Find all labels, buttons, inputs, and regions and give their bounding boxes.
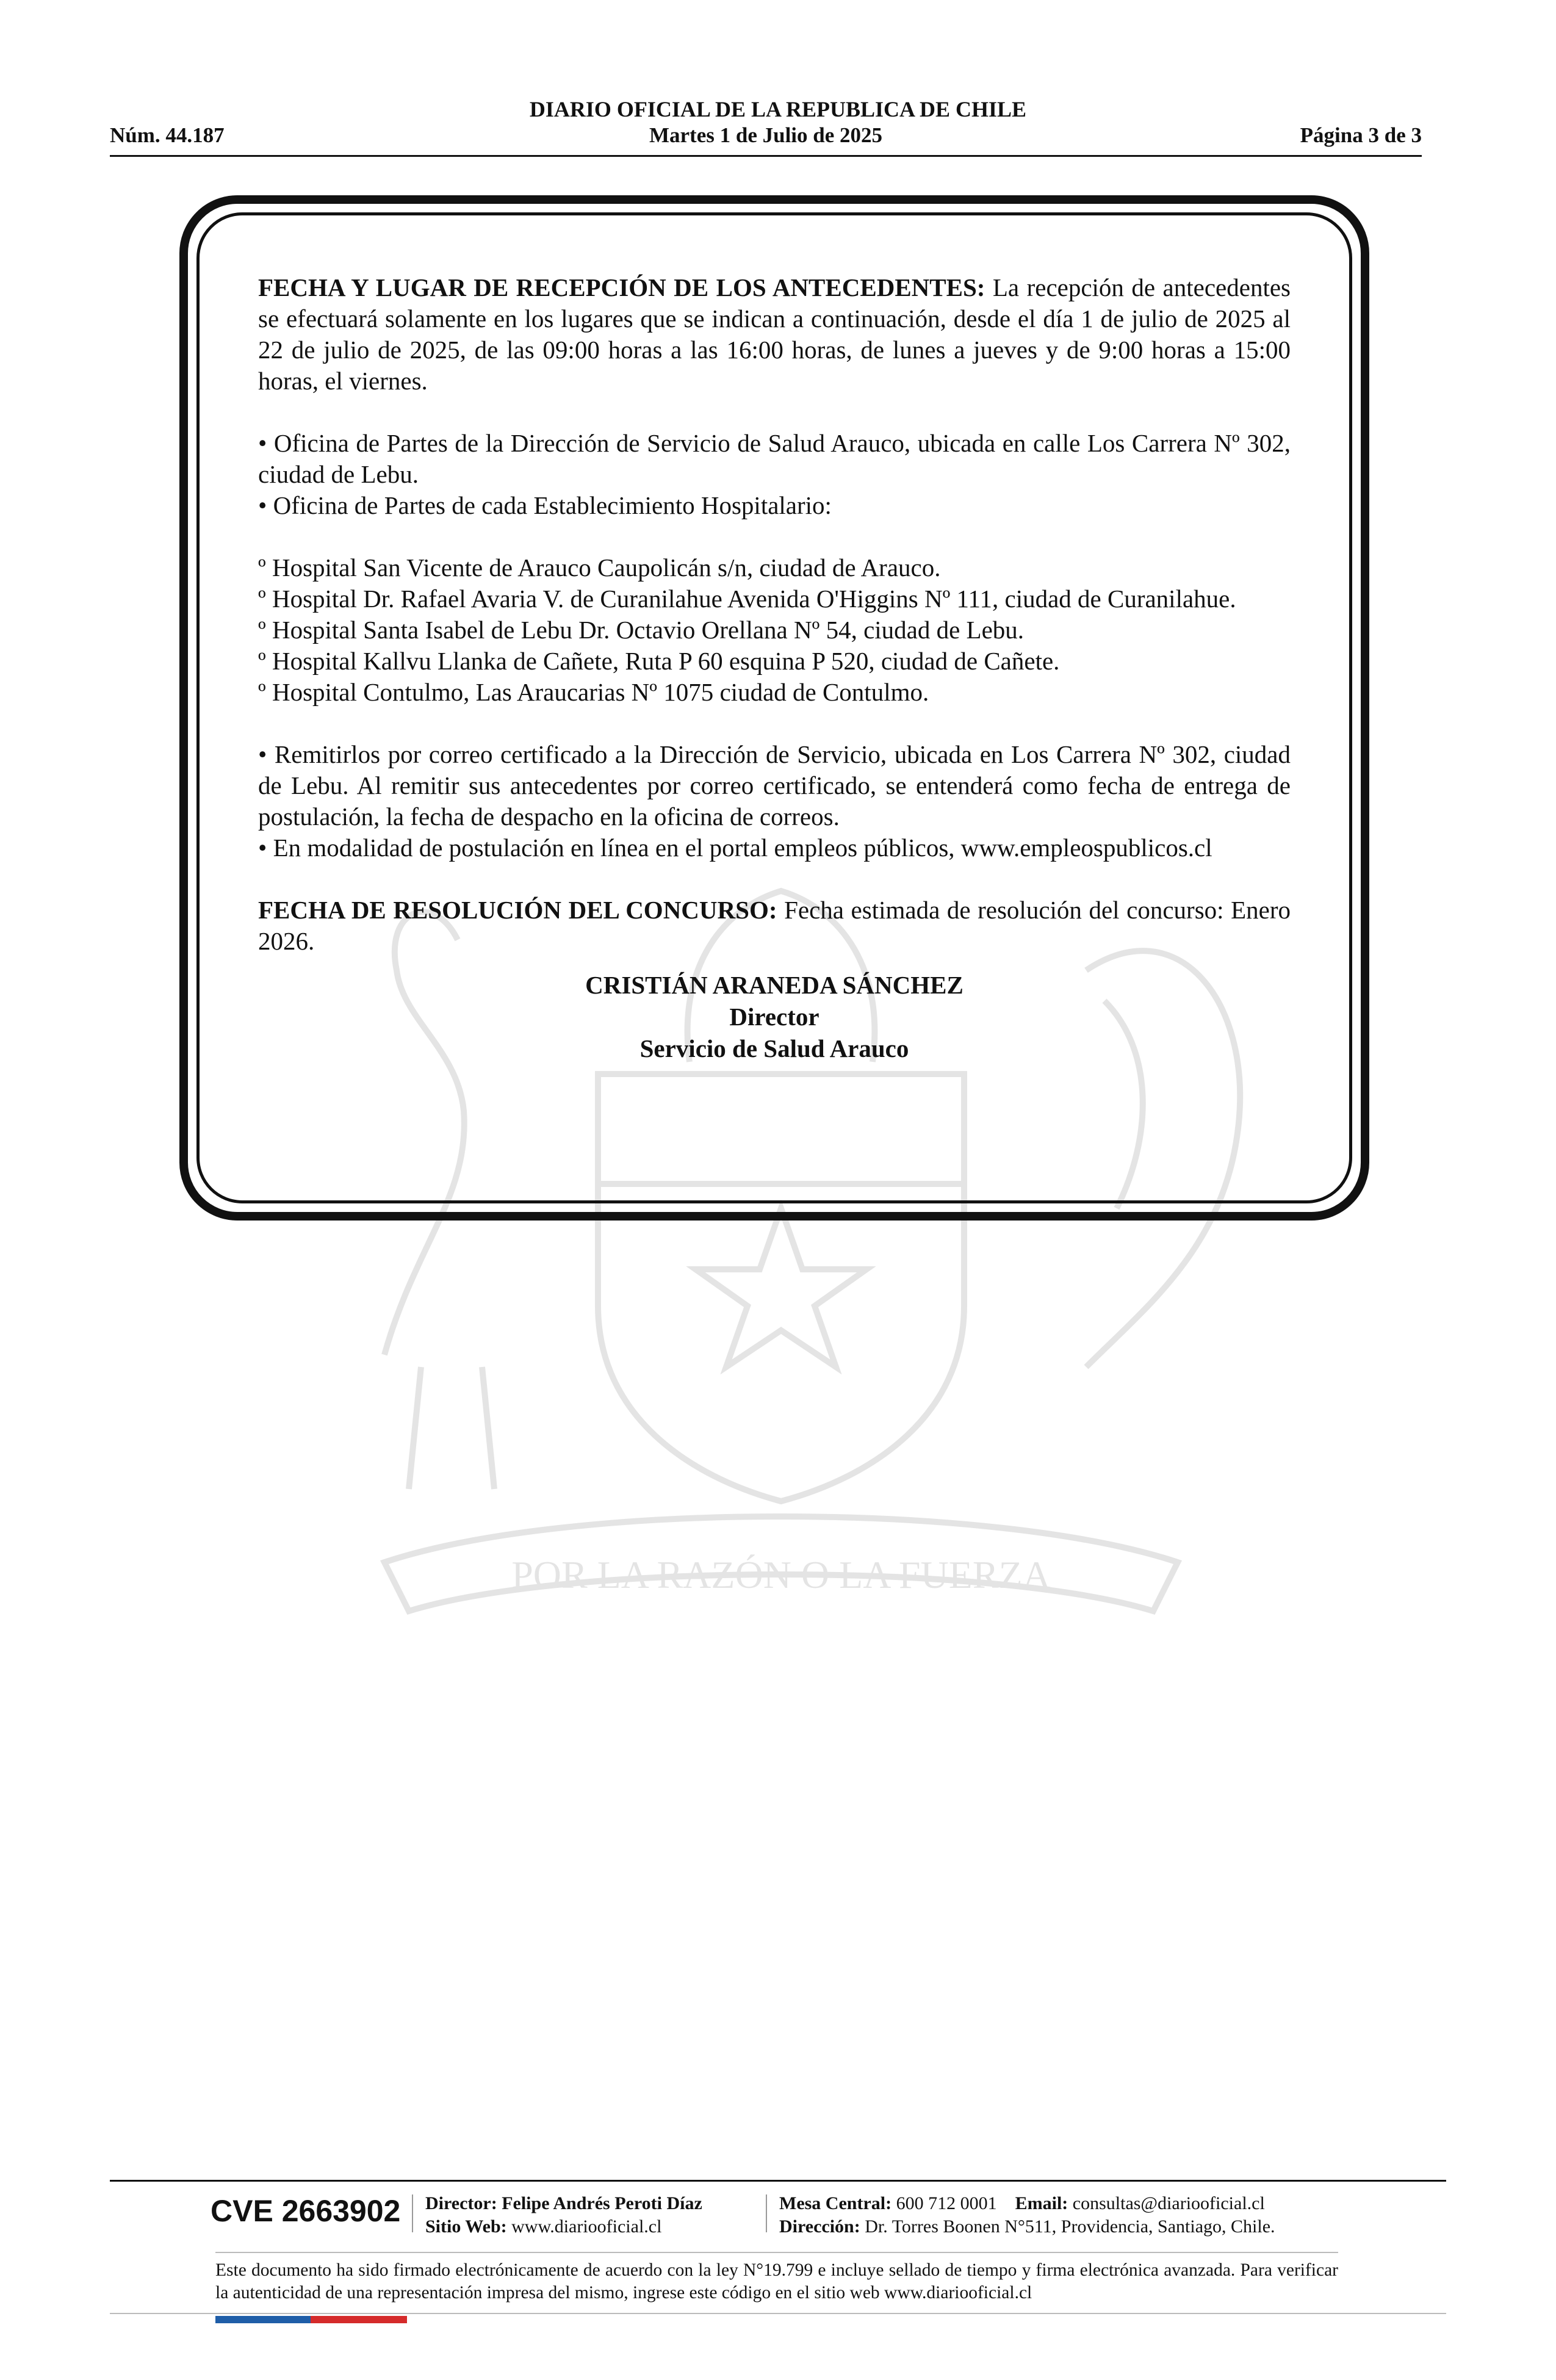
email-link[interactable]: consultas@diariooficial.cl	[1068, 2193, 1265, 2213]
hospital-item: º Hospital Contulmo, Las Araucarias Nº 1075 ciudad de Contulmo.	[258, 678, 929, 706]
header-row	[110, 123, 1422, 150]
signatory-role: Director	[729, 1003, 819, 1031]
footer-separator	[766, 2194, 767, 2232]
director-name: Felipe Andrés Peroti Díaz	[497, 2193, 702, 2213]
phone-number: 600 712 0001	[891, 2193, 997, 2213]
publication-title: DIARIO OFICIAL DE LA REPUBLICA DE CHILE	[529, 97, 1027, 121]
website-label: Sitio Web:	[425, 2216, 507, 2237]
phone-label: Mesa Central:	[779, 2193, 892, 2213]
list-item: • Oficina de Partes de cada Establecimiento Hospitalario:	[258, 491, 832, 519]
hospital-item: º Hospital Dr. Rafael Avaria V. de Curanilahue Avenida O'Higgins Nº 111, ciudad de Curanilahue.	[258, 585, 1236, 613]
flag-stripe-red	[311, 2316, 407, 2323]
resolution-paragraph	[258, 895, 1291, 957]
flag-stripe-blue	[215, 2316, 311, 2323]
director-label: Director:	[425, 2193, 497, 2213]
issue-date: Martes 1 de Julio de 2025	[649, 123, 883, 147]
hospital-item: º Hospital San Vicente de Arauco Caupolicán s/n, ciudad de Arauco.	[258, 554, 941, 582]
list-item: • Oficina de Partes de la Dirección de Servicio de Salud Arauco, ubicada en calle Los Carrera Nº 302, ciudad de Lebu.	[258, 429, 1291, 488]
footer-separator	[412, 2194, 413, 2232]
footer-divider-top	[110, 2180, 1446, 2182]
header-divider	[110, 155, 1422, 157]
resolution-text: Fecha estimada de resolución del concurso: Enero 2026.	[258, 896, 1291, 955]
footer-director-block	[425, 2192, 702, 2238]
address-value: Dr. Torres Boonen N°511, Providencia, Santiago, Chile.	[860, 2216, 1275, 2237]
footer-divider-mid	[215, 2252, 1338, 2253]
hospital-item: º Hospital Santa Isabel de Lebu Dr. Octavio Orellana Nº 54, ciudad de Lebu.	[258, 616, 1025, 644]
resolution-label: FECHA DE RESOLUCIÓN DEL CONCURSO:	[258, 896, 777, 924]
footer-divider-bottom	[110, 2313, 1446, 2314]
website-link[interactable]: www.diariooficial.cl	[506, 2216, 662, 2237]
footer-contact-block	[779, 2192, 1275, 2238]
hospital-item: º Hospital Kallvu Llanka de Cañete, Ruta P 60 esquina P 520, ciudad de Cañete.	[258, 647, 1060, 675]
reception-label: FECHA Y LUGAR DE RECEPCIÓN DE LOS ANTECEDENTES:	[258, 273, 985, 301]
reception-paragraph	[258, 272, 1291, 397]
legal-note: Este documento ha sido firmado electrónicamente de acuerdo con la ley N°19.799 e incluye sellado de tiempo y firma electrónica avanzada. Para verificar la autenticidad de una representación impresa del mismo, ingrese este código en el sitio web www.diariooficial.cl	[215, 2260, 1338, 2302]
address-label: Dirección:	[779, 2216, 860, 2237]
signatory-name: CRISTIÁN ARANEDA SÁNCHEZ	[585, 971, 963, 999]
watermark-motto: POR LA RAZÓN O LA FUERZA	[511, 1553, 1051, 1596]
page-indicator: Página 3 de 3	[1300, 123, 1422, 147]
notice-content	[258, 272, 1291, 1064]
cve-code: CVE 2663902	[211, 2194, 401, 2228]
list-item: • Remitirlos por correo certificado a la Dirección de Servicio, ubicada en Los Carrera Nº 302, ciudad de Lebu. Al remitir sus antecedentes por correo certificado, se entenderá como fecha de entrega de postulación, la fecha de despacho en la oficina de correos.	[258, 740, 1291, 831]
signatory-org: Servicio de Salud Arauco	[639, 1034, 909, 1062]
issue-number: Núm. 44.187	[110, 123, 225, 147]
signature-block	[258, 969, 1291, 1064]
list-item: • En modalidad de postulación en línea en el portal empleos públicos, www.empleospublicos.cl	[258, 834, 1212, 862]
reception-text: La recepción de antecedentes se efectuará solamente en los lugares que se indican a continuación, desde el día 1 de julio de 2025 al 22 de julio de 2025, de las 09:00 horas a las 16:00 horas, de lunes a jueves y de 9:00 horas a 15:00 horas, el viernes.	[258, 273, 1291, 395]
email-label: Email:	[1015, 2193, 1068, 2213]
